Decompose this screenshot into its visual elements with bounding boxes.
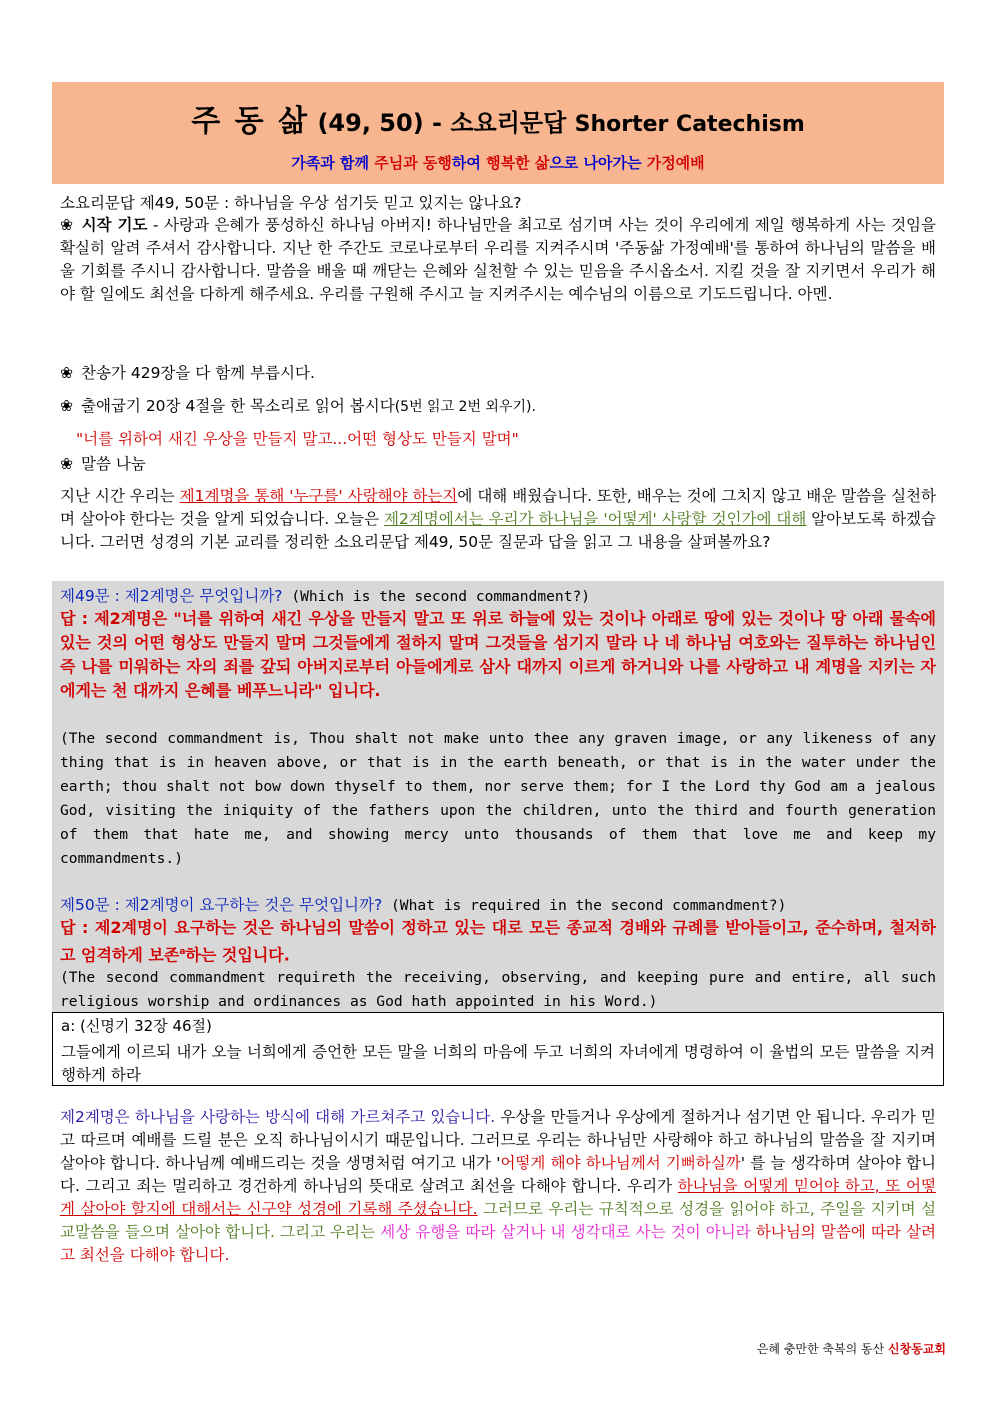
closing-part: 우상을 만들거나 우상에게 절하거나 섬기면 안 됩니다. 우리가 믿고 따르며 예배를 드릴 분은 오직 하나님이시기 때문입니다. 그러므로 우리는 하나님만 사랑해야 하고 하나님의 말씀을 잘 지키며 살아야 합니다. 하나님께 예배드리는 것을 생명처럼 여기고 내가 ' <box>60 1108 937 1172</box>
closing-highlight: 세상 유행을 따라 살거나 내 생각대로 사는 것이 아니라 <box>380 1223 751 1241</box>
footer-text: 은혜 충만한 축복의 동산 <box>756 1342 889 1356</box>
flower-icon: ❀ <box>60 364 73 382</box>
subtitle-part: 행복한 삶 <box>486 154 550 172</box>
church-name: 신창동교회 <box>888 1342 946 1356</box>
subtitle-part: 가족과 함께 <box>291 154 375 172</box>
header-banner <box>52 82 944 184</box>
closing-highlight: 어떻게 해야 하나님께서 기뻐하실까 <box>500 1154 741 1172</box>
q50-question <box>60 893 786 915</box>
hymn-line <box>60 361 315 383</box>
verse-quote: "너를 위하여 새긴 우상을 만들지 말고...어떤 형상도 만들지 말며" <box>76 430 519 448</box>
reference-citation: a: (신명기 32장 46절) <box>61 1017 212 1035</box>
closing-paragraph <box>60 1106 936 1267</box>
reading-note: (5번 읽고 2번 외우기). <box>394 399 536 415</box>
q49-english: (The second commandment is, Thou shalt not make unto thee any graven image, or any likeness of any thing that is in heaven above, or that is in the earth beneath, or that is in the water under the earth; thou shalt not bow down thyself to them, nor serve them; for I the Lord thy God am a jealous God, visiting the iniquity of the fathers upon the children, unto the third and fourth generation of them that hate me, and showing mercy unto thousands of them that love me and keep my commandments.) <box>60 730 936 867</box>
q50-answer-part: 답 : 제2계명이 요구하는 것은 하나님의 말씀이 정하고 있는 대로 모든 종교적 경배와 규례를 받아들이고, 준수하며, 철저하고 엄격하게 보존 <box>60 918 936 965</box>
intro-paragraph <box>60 485 936 554</box>
title-main: 주 동 삶 <box>191 104 310 139</box>
flower-icon: ❀ <box>60 397 73 415</box>
opening-prayer <box>60 214 936 306</box>
closing-highlight: 하나님을 어떻게 믿어야 하고, 또 어떻게 살아야 할지에 대해서는 신구약 성경에 기록해 주셨습니다. <box>60 1177 936 1218</box>
prayer-text: - 사랑과 은혜가 풍성하신 하나님 아버지! 하나님만을 최고로 섬기며 사는 것이 우리에게 제일 행복하게 사는 것임을 확실히 알려 주셔서 감사합니다. 지난 한 주간도 코로나로부터 우리를 지켜주시며 '주동삶 가정예배'를 통하여 하나님의 말씀을 배울 기회를 주시니 감사합니다. 말씀을 배울 때 깨닫는 은혜와 실천할 수 있는 믿음을 주시옵소서. 지킬 것을 잘 지키면서 우리가 해야 할 일에도 최선을 다하게 해주세요. 우리를 구원해 주시고 늘 지켜주시는 예수님의 이름으로 기도드립니다. 아멘. <box>60 216 936 303</box>
prayer-label: 시작 기도 <box>81 216 148 234</box>
subtitle-part: 하여 <box>451 154 487 172</box>
hymn-text: 찬송가 429장을 다 함께 부릅시다. <box>81 364 315 382</box>
footer <box>757 1340 946 1357</box>
intro-highlight: 제2계명에서는 우리가 하나님을 '어떻게' 사랑할 것인가에 대해 <box>384 510 807 528</box>
closing-highlight: 하나님의 말씀에 따라 살려고 최선을 다해야 합니다. <box>60 1223 936 1264</box>
title-korean: 소요리문답 <box>450 109 567 137</box>
subtitle-part: 주님과 동행 <box>374 154 452 172</box>
q50-answer-part: 하는 것입니다. <box>185 945 290 965</box>
reference-box <box>52 1012 944 1086</box>
intro-highlight: 제1계명을 통해 '누구를' 사랑해야 하는지 <box>179 487 458 505</box>
footnote-marker: a <box>179 947 186 957</box>
subtitle <box>52 152 944 173</box>
closing-part: ' 를 늘 생각하며 살아야 합니다. 그리고 죄는 멀리하고 경건하게 하나님의 뜻대로 살려고 최선을 다해야 합니다. 우리가 <box>60 1154 936 1195</box>
reference-text: 그들에게 이르되 내가 오늘 너희에게 증언한 모든 말을 너희의 마음에 두고 너희의 자녀에게 명령하여 이 율법의 모든 말씀을 지켜 행하게 하라 <box>61 1043 935 1084</box>
closing-highlight: 제2계명은 하나님을 사랑하는 방식에 대해 가르쳐주고 있습니다. <box>60 1108 496 1126</box>
sharing-text: 말씀 나눔 <box>81 455 146 473</box>
q49-question-ko: 제49문 : 제2계명은 무엇입니까? <box>60 587 283 605</box>
intro-part: 에 대해 배웠습니다. 또한, 배우는 것에 그치지 않고 배운 말씀을 실천하며 살아야 한다는 것을 알게 되었습니다. 오늘은 <box>60 487 936 528</box>
q50-english: (The second commandment requireth the receiving, observing, and keeping pure and entire, all such religious worship and ordinances as God hath appointed in his Word.) <box>60 969 936 1010</box>
reading-line <box>60 394 536 416</box>
sharing-line <box>60 452 146 474</box>
q49-question <box>60 584 590 606</box>
flower-icon: ❀ <box>60 455 73 473</box>
q49-answer: 답 : 제2계명은 "너를 위하여 새긴 우상을 만들지 말고 또 위로 하늘에 있는 것이나 아래로 땅에 있는 것이나 땅 아래 물속에 있는 것의 어떤 형상도 만들지 말며 그것들에게 절하지 말며 그것들을 섬기지 말라 나 네 하나님 여호와는 질투하는 하나님인즉 나를 미워하는 자의 죄를 갚되 아버지로부터 아들에게로 삼사 대까지 이르게 하거니와 나를 사랑하고 내 계명을 지키는 자에게는 천 대까지 은혜를 베푸느니라" 입니다. <box>60 609 936 700</box>
flower-icon: ❀ <box>60 216 74 234</box>
closing-part: 그러므로 우리는 규칙적으로 성경을 읽어야 하고, 주일을 지키며 설교말씀을 들으며 살아야 합니다. 그리고 우리는 <box>60 1200 937 1241</box>
intro-part: 지난 시간 우리는 <box>60 487 180 505</box>
q50-answer <box>60 916 936 967</box>
q50-question-ko: 제50문 : 제2계명이 요구하는 것은 무엇입니까? <box>60 896 383 914</box>
title-numbers: (49, 50) <box>317 109 424 137</box>
question-line: 소요리문답 제49, 50문 : 하나님을 우상 섬기듯 믿고 있지는 않나요? <box>60 194 522 212</box>
title-dash: - <box>432 109 442 137</box>
title-english: Shorter Catechism <box>574 112 805 137</box>
subtitle-part: 으로 나아가는 <box>549 154 647 172</box>
reading-text: 출애굽기 20장 4절을 한 목소리로 읽어 봅시다 <box>81 397 395 415</box>
q50-question-en: (What is required in the second commandment?) <box>382 897 787 914</box>
subtitle-part: 가정예배 <box>646 154 705 172</box>
intro-part: 알아보도록 하겠습니다. 그러면 성경의 기본 교리를 정리한 소요리문답 제49, 50문 질문과 답을 읽고 그 내용을 살펴볼까요? <box>60 510 937 551</box>
page-title <box>52 96 944 140</box>
q49-question-en: (Which is the second commandment?) <box>282 588 591 605</box>
